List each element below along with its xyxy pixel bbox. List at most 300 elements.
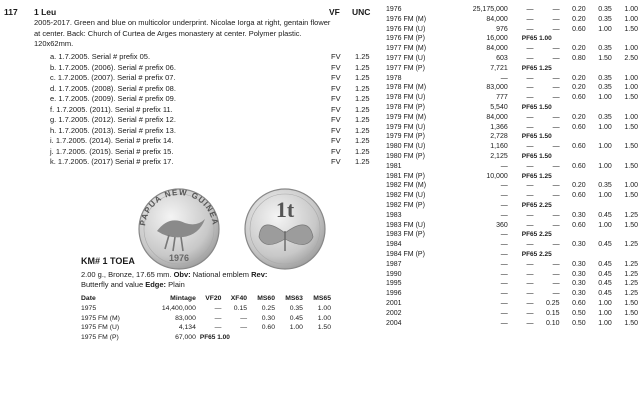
table-row [386,152,638,162]
table-cell: 2,728 [490,133,508,141]
table-cell: 83,000 [175,314,196,322]
table-cell: 14,400,000 [161,305,196,312]
table-cell: — [526,290,534,298]
table-cell: — [552,45,560,53]
table-cell: 1.50 [624,123,638,131]
table-cell: — [500,201,508,209]
table-cell: 1.00 [289,324,303,331]
table-cell: 84,000 [486,45,508,53]
table-cell: 0.45 [598,270,612,278]
table-cell: — [526,192,534,200]
variety-row [50,147,380,158]
table-cell: — [214,305,222,312]
table-cell: MS63 [285,295,303,302]
table-cell: 1983 [386,211,402,219]
table-row [386,191,638,201]
table-cell: — [552,241,560,249]
table-cell: 5,540 [490,103,508,111]
catalog-number: 117 [4,7,18,17]
table-cell: 2004 [386,319,402,327]
table-row [386,260,638,270]
table-cell: 1.00 [598,123,612,131]
table-cell: 1.00 [598,25,612,33]
table-cell: 1977 FM (P) [386,64,425,72]
table-row [386,74,638,84]
variety-unc: 1.25 [355,52,370,61]
table-cell: 1.00 [598,221,612,229]
table-row [386,113,638,123]
table-cell: 1.00 [624,74,638,82]
table-cell: — [240,314,248,322]
table-cell: 1982 FM (U) [386,192,426,200]
table-cell: PF65 1.50 [521,103,552,111]
table-cell: 1.00 [624,113,638,121]
table-cell: 976 [496,25,508,33]
table-cell: 1.50 [624,162,638,170]
table-cell: — [552,123,560,131]
variety-label: a. 1.7.2005. Serial # prefix 05. [50,52,151,61]
coin-reverse [245,189,325,269]
table-cell: 0.35 [598,84,612,92]
table-row [386,103,638,113]
table-row [386,309,638,319]
variety-unc: 1.25 [355,94,370,103]
table-cell: 1996 [386,290,402,298]
table-cell: 0.60 [261,324,275,331]
table-cell: MS60 [257,295,275,302]
km1-mintage-table [81,294,331,342]
table-row [386,172,638,182]
table-cell: 1.50 [598,54,612,62]
table-cell: — [552,84,560,92]
table-cell: 1,160 [490,143,508,151]
variety-label: h. 1.7.2005. (2013). Serial # prefix 13. [50,125,176,135]
table-cell: 1.00 [598,143,612,151]
table-cell: 1.00 [598,319,612,327]
table-cell: 0.35 [598,182,612,190]
entry-description: 2005-2017. Green and blue on multicolor underprint. Nicolae Iorga at right, gentain flower at center. Back: Church of Curtea de Arges monastery at center. Polymer plastic. 120x62mm. [34,18,331,48]
table-cell: — [526,94,534,102]
table-cell: 1.00 [317,314,331,322]
table-cell: 1975 [81,305,97,312]
table-row [386,181,638,191]
table-cell: 1995 [386,280,402,288]
table-cell: PF65 2.25 [521,231,552,239]
table-cell: 16,000 [486,35,508,43]
table-cell: 0.60 [572,162,586,170]
table-cell: 1.50 [624,309,638,317]
table-cell: Date [81,295,96,302]
table-cell: 2.50 [624,54,638,62]
table-cell: 1.00 [624,15,638,23]
table-cell: — [526,309,534,317]
table-cell: — [552,260,560,268]
variety-row [50,105,380,116]
table-cell: — [552,94,560,102]
unc-header: UNC [352,7,371,17]
table-cell: 1975 FM (U) [81,324,120,331]
variety-vf: FV [331,94,341,103]
table-cell: 0.20 [572,15,586,23]
table-cell: — [240,324,248,331]
table-row [386,162,638,172]
variety-label: j. 1.7.2005. (2015). Serial # prefix 15. [50,146,174,156]
variety-row [50,63,380,74]
variety-vf: FV [331,52,341,61]
table-cell: 1982 FM (P) [386,201,425,209]
table-cell: 0.60 [572,299,586,307]
table-cell: 0.45 [289,314,303,322]
variety-row [50,52,380,63]
table-row [386,34,638,44]
table-cell: 0.30 [572,211,586,219]
table-cell: 0.60 [572,25,586,33]
table-cell: 1979 FM (P) [386,133,425,141]
table-cell: 0.10 [545,319,560,327]
table-row [386,240,638,250]
variety-label: b. 1.7.2005. (2006). Serial # prefix 06. [50,62,176,72]
table-cell: 67,000 [175,333,196,341]
variety-vf: FV [331,157,341,166]
table-cell: 0.35 [289,305,303,312]
table-cell: — [526,74,534,82]
table-cell: — [500,231,508,239]
variety-label: k. 1.7.2005. (2017) Serial # prefix 17. [50,157,174,166]
table-cell: 1.00 [598,94,612,102]
table-cell: PF65 1.00 [521,35,552,43]
variety-vf: FV [331,73,341,82]
table-cell: 360 [496,221,508,229]
table-row [386,54,638,64]
table-row [386,64,638,74]
table-cell: — [552,162,560,170]
table-cell: PF65 1.50 [521,152,552,160]
table-cell: — [526,280,534,288]
variety-row [50,136,380,147]
table-cell: — [526,113,534,121]
table-row [386,270,638,280]
table-cell: — [500,192,508,200]
table-cell: — [552,74,560,82]
variety-vf: FV [331,104,341,114]
variety-label: d. 1.7.2005. (2008). Serial # prefix 08. [50,83,176,93]
table-row [386,93,638,103]
table-cell: 1.50 [624,192,638,200]
table-cell: 1976 [386,6,402,13]
table-row [386,15,638,25]
value-mark: 1t [275,197,295,222]
table-row [386,221,638,231]
table-cell: 0.35 [598,74,612,82]
table-cell: — [500,309,508,317]
table-cell: 1.50 [624,319,638,327]
mintage-continuation [386,5,638,328]
table-cell: 1981 [386,162,402,170]
variety-row [50,157,380,168]
table-row [386,289,638,299]
table-cell: — [526,123,534,131]
table-cell: 0.60 [572,94,586,102]
table-row [386,319,638,329]
table-cell: 1984 [386,241,402,249]
table-row [81,314,331,324]
table-cell: — [500,241,508,249]
table-cell: 0.50 [572,319,586,327]
table-row [386,123,638,133]
table-cell: 1987 [386,260,402,268]
table-cell: 1.25 [624,280,638,288]
variety-vf: FV [331,62,341,72]
table-cell: 1976 FM (U) [386,25,426,33]
table-cell: 1.00 [624,84,638,92]
table-cell: 0.45 [598,280,612,288]
variety-row [50,115,380,126]
table-cell: — [552,192,560,200]
table-cell: 1.50 [317,324,331,331]
table-cell: — [552,211,560,219]
table-cell: 0.20 [572,6,586,13]
table-row [386,5,638,15]
table-row [386,44,638,54]
table-cell: — [500,319,508,327]
table-cell: — [500,290,508,298]
variety-unc: 1.25 [355,62,370,72]
table-row [386,132,638,142]
table-cell: 777 [496,94,508,102]
table-cell: 1979 FM (U) [386,123,426,131]
table-cell: 1981 FM (P) [386,172,425,180]
table-cell: — [552,113,560,121]
table-cell: 0.30 [261,314,275,322]
table-cell: — [552,25,560,33]
variety-unc: 1.25 [355,136,370,145]
table-cell: 0.60 [572,221,586,229]
table-cell: Mintage [170,295,196,302]
table-cell: — [500,74,508,82]
variety-unc: 1.25 [355,83,370,93]
variety-unc: 1.25 [355,73,370,82]
table-cell: 1.25 [624,211,638,219]
table-cell: 84,000 [486,15,508,23]
table-cell: 83,000 [486,84,508,92]
table-cell: — [552,221,560,229]
table-cell: — [526,143,534,151]
table-cell: PF65 2.25 [521,250,552,258]
variety-row [50,126,380,137]
table-cell: 1975 FM (P) [81,333,119,341]
variety-label: f. 1.7.2005. (2011). Serial # prefix 11. [50,104,173,114]
table-cell: 1984 FM (P) [386,250,425,258]
table-cell: — [500,280,508,288]
table-cell: 1990 [386,270,402,278]
variety-label: g. 1.7.2005. (2012). Serial # prefix 12. [50,115,176,124]
table-row [386,250,638,260]
entry-title: 1 Leu [34,7,57,17]
table-cell: 1978 FM (U) [386,94,426,102]
table-cell: 0.45 [598,260,612,268]
table-cell: 1975 FM (M) [81,314,120,322]
table-row [386,211,638,221]
table-cell: 2002 [386,309,402,317]
table-cell: 4,134 [178,324,196,331]
table-cell: — [500,182,508,190]
table-cell: 1.00 [598,162,612,170]
table-cell: 1.50 [624,221,638,229]
variety-list [50,52,380,168]
table-cell: — [500,260,508,268]
coin-images [135,185,335,273]
table-cell: PF65 1.25 [521,172,552,180]
table-cell: 0.20 [572,113,586,121]
table-cell: — [526,45,534,53]
table-cell: 1.00 [598,309,612,317]
table-cell: 0.20 [572,74,586,82]
variety-label: c. 1.7.2005. (2007). Serial # prefix 07. [50,73,176,82]
table-cell: 1.25 [624,290,638,298]
table-row [386,201,638,211]
table-cell: — [526,182,534,190]
table-cell: 603 [496,54,508,62]
variety-unc: 1.25 [355,115,370,124]
table-cell: 25,175,000 [472,6,508,13]
table-row [386,230,638,240]
coin-obverse [138,188,220,269]
table-row [81,333,331,343]
table-cell: — [500,162,508,170]
table-cell: 0.20 [572,45,586,53]
table-cell: 1978 [386,74,402,82]
table-cell: 0.30 [572,270,586,278]
table-cell: — [552,6,560,13]
table-cell: PF65 1.00 [199,333,230,341]
table-cell: 0.45 [598,241,612,249]
km1-description: 2.00 g., Bronze, 17.65 mm. Obv: National emblem Rev: Butterfly and value Edge: Plain [81,270,268,289]
table-cell: — [552,54,560,62]
table-cell: — [526,162,534,170]
table-cell: — [500,250,508,258]
table-cell: 1.00 [317,305,331,312]
table-cell: 1977 FM (U) [386,54,426,62]
table-cell: MS65 [313,295,331,302]
variety-unc: 1.25 [355,125,370,135]
table-cell: VF20 [205,295,222,302]
table-cell: 0.25 [545,299,560,307]
table-cell: 1.50 [624,143,638,151]
table-cell: 1.50 [624,299,638,307]
table-cell: 0.50 [572,309,586,317]
table-cell: 1.50 [624,25,638,33]
table-cell: PF65 2.25 [521,201,552,209]
table-cell: 1.00 [624,182,638,190]
table-cell: PF65 1.50 [521,133,552,141]
table-cell: — [526,6,534,13]
table-row [386,83,638,93]
table-cell: — [526,299,534,307]
table-cell: 0.80 [572,54,586,62]
mintage-table [386,5,638,328]
table-cell: 1983 FM (P) [386,231,425,239]
table-cell: — [526,260,534,268]
variety-vf: FV [331,83,341,93]
table-cell: 0.45 [598,290,612,298]
table-cell: 1.25 [624,241,638,249]
table-cell: 1.00 [598,192,612,200]
table-cell: — [214,324,222,331]
variety-unc: 1.25 [355,104,370,114]
table-cell: XF40 [230,295,248,302]
obverse-legend: PAPUA NEW GUINEA [138,187,220,227]
table-cell: 0.15 [545,309,560,317]
variety-row [50,73,380,84]
table-cell: — [526,211,534,219]
table-cell: 1.50 [624,94,638,102]
table-cell: — [526,270,534,278]
variety-row [50,94,380,105]
variety-vf: FV [331,125,341,135]
variety-unc: 1.25 [355,146,370,156]
table-cell: 0.20 [572,84,586,92]
table-cell: 0.45 [598,211,612,219]
table-cell: — [526,319,534,327]
table-cell: 0.35 [598,45,612,53]
table-cell: 1976 FM (M) [386,15,427,23]
coin-year: 1976 [168,253,190,263]
variety-row [50,84,380,95]
table-cell: — [526,15,534,23]
table-cell: 0.60 [572,123,586,131]
table-row [386,25,638,35]
table-cell: 2001 [386,299,402,307]
table-cell: — [214,314,222,322]
table-cell: 1.25 [624,270,638,278]
table-cell: — [552,270,560,278]
table-cell: 0.20 [572,182,586,190]
variety-vf: FV [331,136,341,145]
table-cell: — [526,221,534,229]
table-cell: 1,366 [490,123,508,131]
table-row [386,299,638,309]
table-cell: 1.00 [598,299,612,307]
table-cell: — [500,211,508,219]
table-cell: 1976 FM (P) [386,35,425,43]
table-row [81,304,331,314]
table-cell: 0.25 [261,305,275,312]
table-cell: — [526,25,534,33]
table-cell: 1.25 [624,260,638,268]
table-cell: 10,000 [486,172,508,180]
variety-unc: 1.25 [355,157,370,166]
vf-header: VF [329,7,340,17]
table-cell: 1977 FM (M) [386,45,427,53]
table-cell: — [526,84,534,92]
table-row [386,142,638,152]
table-cell: — [552,280,560,288]
table-cell: PF65 1.25 [521,64,552,72]
table-cell: 0.30 [572,290,586,298]
table-cell: 0.30 [572,260,586,268]
table-cell: — [552,290,560,298]
table-header [81,294,331,304]
table-cell: — [500,270,508,278]
table-cell: 0.15 [233,305,248,312]
table-row [386,279,638,289]
table-cell: 1980 FM (U) [386,143,426,151]
km1-title: KM# 1 TOEA [81,256,135,266]
table-cell: 1982 FM (M) [386,182,427,190]
variety-label: i. 1.7.2005. (2014). Serial # prefix 14. [50,136,174,145]
table-row [81,323,331,333]
table-cell: 0.60 [572,192,586,200]
